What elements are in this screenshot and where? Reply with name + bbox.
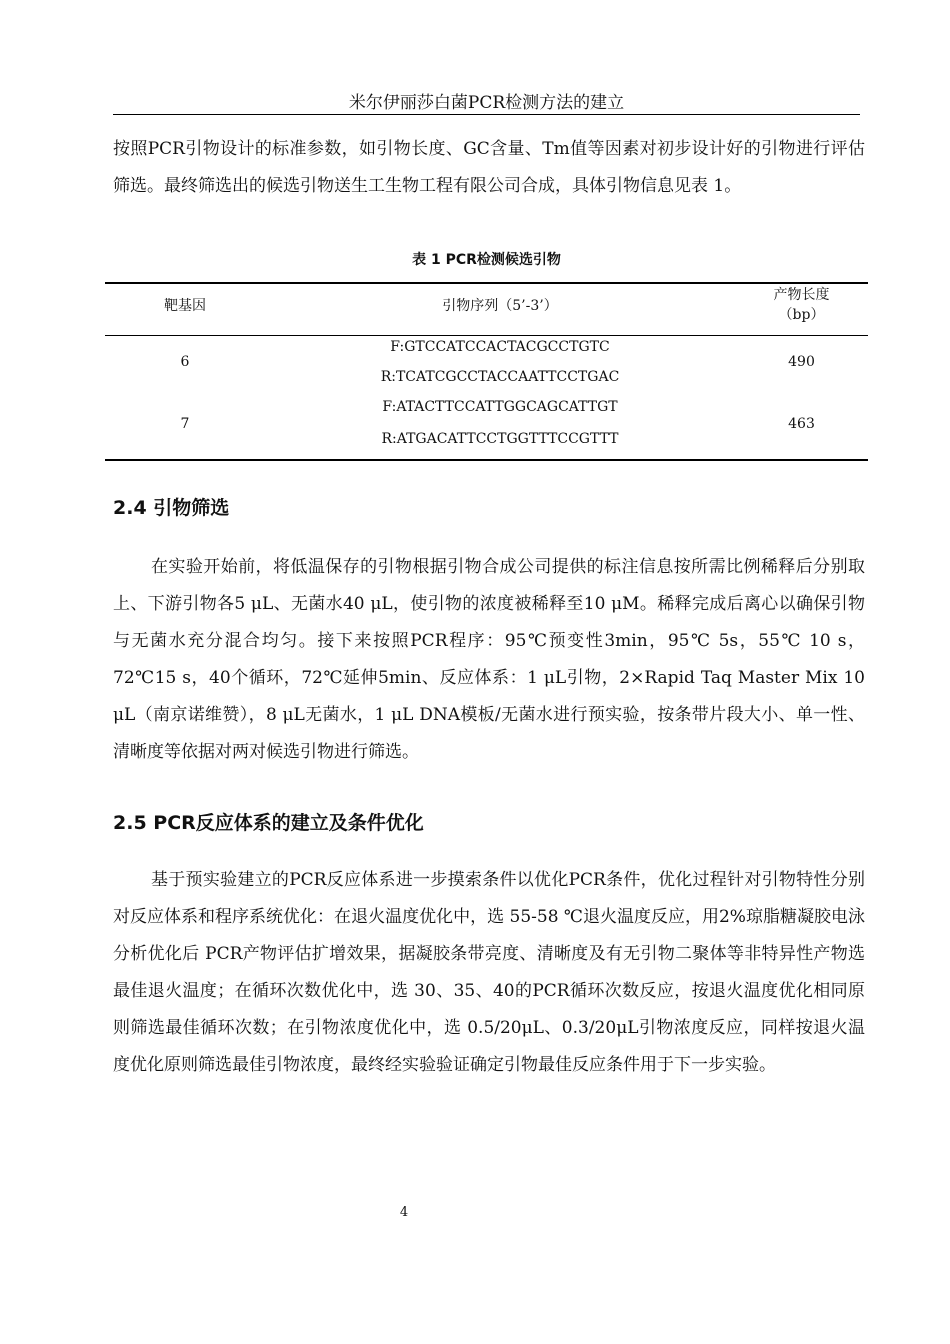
table-bottom-rule — [105, 459, 868, 461]
row-forward-primer: F:GTCCATCCACTACGCCTGTC — [390, 339, 610, 355]
header-rule — [113, 114, 860, 115]
table-header-rule — [105, 335, 868, 336]
section-heading-2-5: 2.5 PCR反应体系的建立及条件优化 — [113, 812, 424, 834]
header-primer-sequence: 引物序列（5’-3’） — [442, 298, 558, 314]
header-target-gene: 靶基因 — [164, 298, 206, 314]
table-top-rule — [105, 282, 868, 284]
row-reverse-primer: R:ATGACATTCCTGGTTTCCGTTT — [381, 431, 619, 447]
page-number: 4 — [399, 1205, 409, 1220]
table-caption: 表 1 PCR检测候选引物 — [412, 252, 561, 268]
section-heading-2-4: 2.4 引物筛选 — [113, 497, 230, 519]
running-head: 米尔伊丽莎白菌PCR检测方法的建立 — [348, 93, 625, 113]
row-gene: 6 — [180, 354, 190, 370]
row-product-length: 463 — [788, 416, 815, 432]
row-forward-primer: F:ATACTTCCATTGGCAGCATTGT — [382, 399, 618, 415]
row-gene: 7 — [180, 416, 190, 432]
section-2-4-paragraph: 在实验开始前，将低温保存的引物根据引物合成公司提供的标注信息按所需比例稀释后分别取上、下游引物各5 μL、无菌水40 μL，使引物的浓度被稀释至10 μM。稀释完成后离心以确保引物与无菌水充分混合均匀。接下来按照PCR程序：95℃预变性3min，95℃ 5s，55℃ 10 s，72℃15 s，40个循环，72℃延伸5min、反应体系：1 μL引物，2×Rapid Taq Master Mix 10 μL（南京诺维赞），8 μL无菌水，1 μL DNA模板/无菌水进行预实验，按条带片段大小、单一性、清晰度等依据对两对候选引物进行筛选。 — [113, 557, 865, 762]
intro-paragraph: 按照PCR引物设计的标准参数，如引物长度、GC含量、Tm值等因素对初步设计好的引物进行评估筛选。最终筛选出的候选引物送生工生物工程有限公司合成，具体引物信息见表 1。 — [113, 139, 865, 196]
row-reverse-primer: R:TCATCGCCTACCAATTCCTGAC — [380, 369, 620, 385]
header-product-length-unit: （bp） — [778, 307, 825, 323]
section-2-5-paragraph: 基于预实验建立的PCR反应体系进一步摸索条件以优化PCR条件，优化过程针对引物特性分别对反应体系和程序系统优化：在退火温度优化中，选 55-58 ℃退火温度反应，用2%琼脂糖凝胶电泳分析优化后 PCR产物评估扩增效果，据凝胶条带亮度、清晰度及有无引物二聚体等非特异性产物选最佳退火温度；在循环次数优化中，选 30、35、40的PCR循环次数反应，按退火温度优化相同原则筛选最佳循环次数；在引物浓度优化中，选 0.5/20μL、0.3/20μL引物浓度反应，同样按退火温度优化原则筛选最佳引物浓度，最终经实验验证确定引物最佳反应条件用于下一步实验。 — [113, 870, 865, 1075]
row-product-length: 490 — [788, 354, 815, 370]
header-product-length: 产物长度 — [773, 287, 830, 303]
